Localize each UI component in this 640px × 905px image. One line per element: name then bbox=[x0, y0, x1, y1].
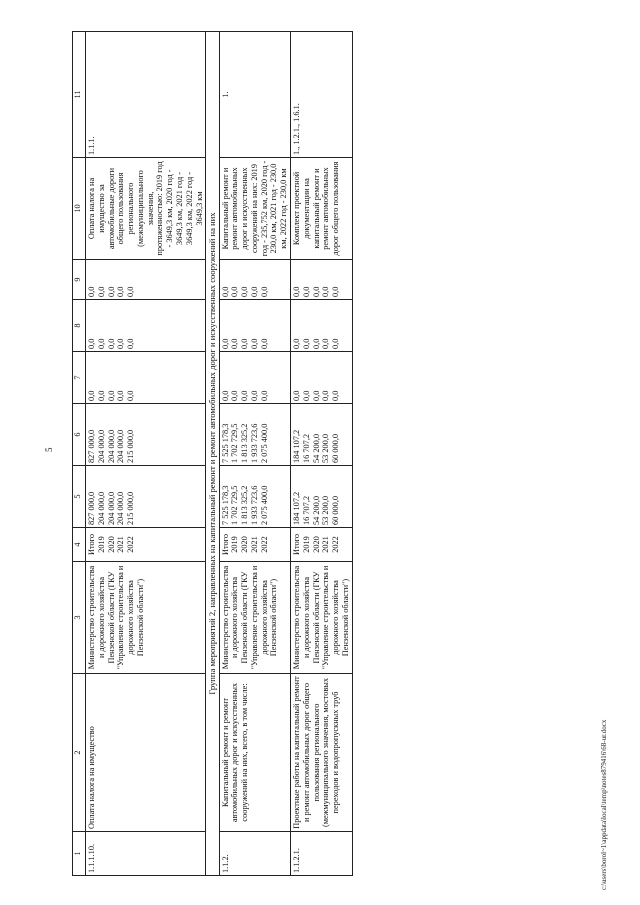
executor: Министерство строительства и дорожного хозяйства Пензенской области (ГКУ "Управление строительства и дорожного хозяйства Пензенской области") bbox=[86, 562, 206, 674]
amount: 0,0 bbox=[230, 286, 240, 297]
amount: 0,0 bbox=[301, 390, 311, 401]
amount: 827 000,0 bbox=[87, 491, 96, 525]
year-label: Итого bbox=[291, 534, 301, 556]
amount: 0,0 bbox=[96, 338, 106, 349]
amount: 0,0 bbox=[301, 338, 311, 349]
document-path-footer: c:\users\borol~1\appdata\local\temp\notes879416\68-ur.docx bbox=[600, 719, 608, 890]
indicator-link: 1.1.1. bbox=[86, 32, 206, 158]
amount: 0,0 bbox=[126, 286, 136, 297]
column-number-row bbox=[73, 32, 86, 876]
year-label: 2021 bbox=[249, 536, 259, 553]
amount: 0,0 bbox=[249, 338, 259, 349]
indicator-link: 1. bbox=[219, 32, 290, 158]
column-number: 6 bbox=[73, 404, 86, 466]
regional-budget-cell bbox=[290, 404, 352, 466]
federal-budget-cell bbox=[86, 352, 206, 404]
year-label: 2022 bbox=[126, 536, 136, 553]
total-funding-cell bbox=[219, 466, 290, 528]
regional-budget-cell bbox=[86, 404, 206, 466]
amount: 204 000,0 bbox=[116, 491, 126, 525]
amount: 16 707,2 bbox=[301, 433, 311, 463]
amount: 7 525 178,3 bbox=[220, 423, 230, 463]
amount: 16 707,2 bbox=[301, 495, 311, 525]
year-label: 2021 bbox=[321, 536, 331, 553]
table-row bbox=[86, 32, 206, 876]
total-funding-cell bbox=[290, 466, 352, 528]
amount: 0,0 bbox=[249, 286, 259, 297]
measure-name: Капитальный ремонт и ремонт автомобильных дорог и искусственных сооружений на них, всего, в том числе: bbox=[219, 674, 290, 832]
amount: 215 000,0 bbox=[126, 429, 136, 463]
group-title: Группа мероприятий 2, направленных на капитальный ремонт и ремонт автомобильных дорог и искусственных сооружений на них bbox=[206, 32, 219, 876]
amount: 0,0 bbox=[126, 390, 136, 401]
amount: 1 702 729,5 bbox=[230, 423, 240, 463]
year-label: 2021 bbox=[116, 536, 126, 553]
year-label: 2022 bbox=[331, 536, 341, 553]
amount: 54 200,0 bbox=[311, 495, 321, 525]
amount: 0,0 bbox=[87, 338, 96, 349]
amount: 827 000,0 bbox=[87, 429, 96, 463]
amount: 53 200,0 bbox=[321, 495, 331, 525]
local-budget-cell bbox=[290, 300, 352, 352]
amount: 53 200,0 bbox=[321, 433, 331, 463]
amount: 0,0 bbox=[259, 338, 269, 349]
amount: 0,0 bbox=[311, 286, 321, 297]
year-label: Итого bbox=[87, 534, 96, 556]
amount: 0,0 bbox=[321, 286, 331, 297]
amount: 0,0 bbox=[230, 338, 240, 349]
rotated-table-page bbox=[72, 32, 622, 876]
column-number: 5 bbox=[73, 466, 86, 528]
amount: 0,0 bbox=[87, 286, 96, 297]
year-label: 2019 bbox=[301, 536, 311, 553]
column-number: 7 bbox=[73, 352, 86, 404]
amount: 204 000,0 bbox=[96, 491, 106, 525]
other-sources-cell bbox=[219, 260, 290, 300]
year-label: 2022 bbox=[259, 536, 269, 553]
amount: 0,0 bbox=[291, 338, 301, 349]
amount: 0,0 bbox=[321, 390, 331, 401]
amount: 0,0 bbox=[301, 286, 311, 297]
amount: 0,0 bbox=[259, 286, 269, 297]
amount: 0,0 bbox=[311, 390, 321, 401]
amount: 0,0 bbox=[311, 338, 321, 349]
local-budget-cell bbox=[86, 300, 206, 352]
column-number: 11 bbox=[73, 32, 86, 158]
amount: 0,0 bbox=[126, 338, 136, 349]
amount: 184 107,2 bbox=[291, 491, 301, 525]
indicator-text: Оплата налога на имущество за автомобильные дороги общего пользования регионального (межмуниципального значения, протяженностью: 2019 год - 3649,3 км, 2020 год - 3649,3 км, 2021 год - 3649,3 км, 2022 год - 3649,3 км bbox=[86, 158, 206, 260]
amount: 215 000,0 bbox=[126, 491, 136, 525]
amount: 0,0 bbox=[249, 390, 259, 401]
other-sources-cell bbox=[290, 260, 352, 300]
years-cell bbox=[86, 528, 206, 562]
column-number: 8 bbox=[73, 300, 86, 352]
indicator-text: Капитальный ремонт и ремонт автомобильных дорог и искусственных сооружений на них: 2019 год - 235,752 км, 2020 год - 230,0 км, 2021 год - 230,0 км, 2022 год - 230,0 км bbox=[219, 158, 290, 260]
total-funding-cell bbox=[86, 466, 206, 528]
amount: 1 933 723,6 bbox=[249, 485, 259, 525]
amount: 1 702 729,5 bbox=[230, 485, 240, 525]
amount: 0,0 bbox=[240, 390, 250, 401]
amount: 60 000,0 bbox=[331, 433, 341, 463]
federal-budget-cell bbox=[290, 352, 352, 404]
column-number: 3 bbox=[73, 562, 86, 674]
amount: 0,0 bbox=[230, 390, 240, 401]
year-label: 2020 bbox=[106, 536, 116, 553]
amount: 0,0 bbox=[220, 338, 230, 349]
measure-name: Проектные работы на капитальный ремонт и ремонт автомобильных дорог общего пользования регионального (межмуниципального значения, мостовых переходов и водопропускных труб bbox=[290, 674, 352, 832]
local-budget-cell bbox=[219, 300, 290, 352]
program-measures-table bbox=[72, 31, 353, 876]
amount: 1 813 325,2 bbox=[240, 423, 250, 463]
amount: 0,0 bbox=[96, 390, 106, 401]
amount: 0,0 bbox=[331, 338, 341, 349]
amount: 0,0 bbox=[87, 390, 96, 401]
row-number: 1.1.2.1. bbox=[290, 832, 352, 876]
amount: 204 000,0 bbox=[106, 491, 116, 525]
page-number: 5 bbox=[44, 447, 54, 452]
amount: 0,0 bbox=[106, 338, 116, 349]
indicator-link: 1., 1.2.1., 1.6.1. bbox=[290, 32, 352, 158]
amount: 0,0 bbox=[116, 286, 126, 297]
amount: 0,0 bbox=[220, 286, 230, 297]
amount: 54 200,0 bbox=[311, 433, 321, 463]
column-number: 10 bbox=[73, 158, 86, 260]
amount: 0,0 bbox=[96, 286, 106, 297]
amount: 1 933 723,6 bbox=[249, 423, 259, 463]
executor: Министерство строительства и дорожного хозяйства Пензенской области (ГКУ "Управление строительства и дорожного хозяйства Пензенской области") bbox=[290, 562, 352, 674]
amount: 204 000,0 bbox=[96, 429, 106, 463]
column-number: 9 bbox=[73, 260, 86, 300]
table-row bbox=[290, 32, 352, 876]
amount: 2 075 400,0 bbox=[259, 423, 269, 463]
amount: 204 000,0 bbox=[106, 429, 116, 463]
column-number: 1 bbox=[73, 832, 86, 876]
amount: 7 525 178,3 bbox=[220, 485, 230, 525]
amount: 2 075 400,0 bbox=[259, 485, 269, 525]
amount: 0,0 bbox=[240, 286, 250, 297]
group-header-row bbox=[206, 32, 219, 876]
amount: 0,0 bbox=[106, 286, 116, 297]
indicator-text: Комплект проектной документации на капитальный ремонт и ремонт автомобильных дорог общего пользования bbox=[290, 158, 352, 260]
years-cell bbox=[290, 528, 352, 562]
amount: 184 107,2 bbox=[291, 429, 301, 463]
amount: 0,0 bbox=[220, 390, 230, 401]
amount: 0,0 bbox=[321, 338, 331, 349]
amount: 1 813 325,2 bbox=[240, 485, 250, 525]
measure-name: Оплата налога на имущество bbox=[86, 674, 206, 832]
amount: 0,0 bbox=[291, 286, 301, 297]
years-cell bbox=[219, 528, 290, 562]
year-label: Итого bbox=[220, 534, 230, 556]
column-number: 4 bbox=[73, 528, 86, 562]
federal-budget-cell bbox=[219, 352, 290, 404]
amount: 0,0 bbox=[331, 390, 341, 401]
amount: 0,0 bbox=[331, 286, 341, 297]
amount: 0,0 bbox=[116, 338, 126, 349]
year-label: 2020 bbox=[311, 536, 321, 553]
amount: 0,0 bbox=[116, 390, 126, 401]
amount: 0,0 bbox=[106, 390, 116, 401]
executor: Министерство строительства и дорожного хозяйства Пензенской области (ГКУ "Управление строительства и дорожного хозяйства Пензенской области") bbox=[219, 562, 290, 674]
row-number: 1.1.2. bbox=[219, 832, 290, 876]
amount: 0,0 bbox=[259, 390, 269, 401]
year-label: 2019 bbox=[96, 536, 106, 553]
year-label: 2019 bbox=[230, 536, 240, 553]
year-label: 2020 bbox=[240, 536, 250, 553]
amount: 204 000,0 bbox=[116, 429, 126, 463]
amount: 0,0 bbox=[291, 390, 301, 401]
amount: 60 000,0 bbox=[331, 495, 341, 525]
regional-budget-cell bbox=[219, 404, 290, 466]
row-number: 1.1.1.10. bbox=[86, 832, 206, 876]
amount: 0,0 bbox=[240, 338, 250, 349]
table-row bbox=[219, 32, 290, 876]
column-number: 2 bbox=[73, 674, 86, 832]
other-sources-cell bbox=[86, 260, 206, 300]
